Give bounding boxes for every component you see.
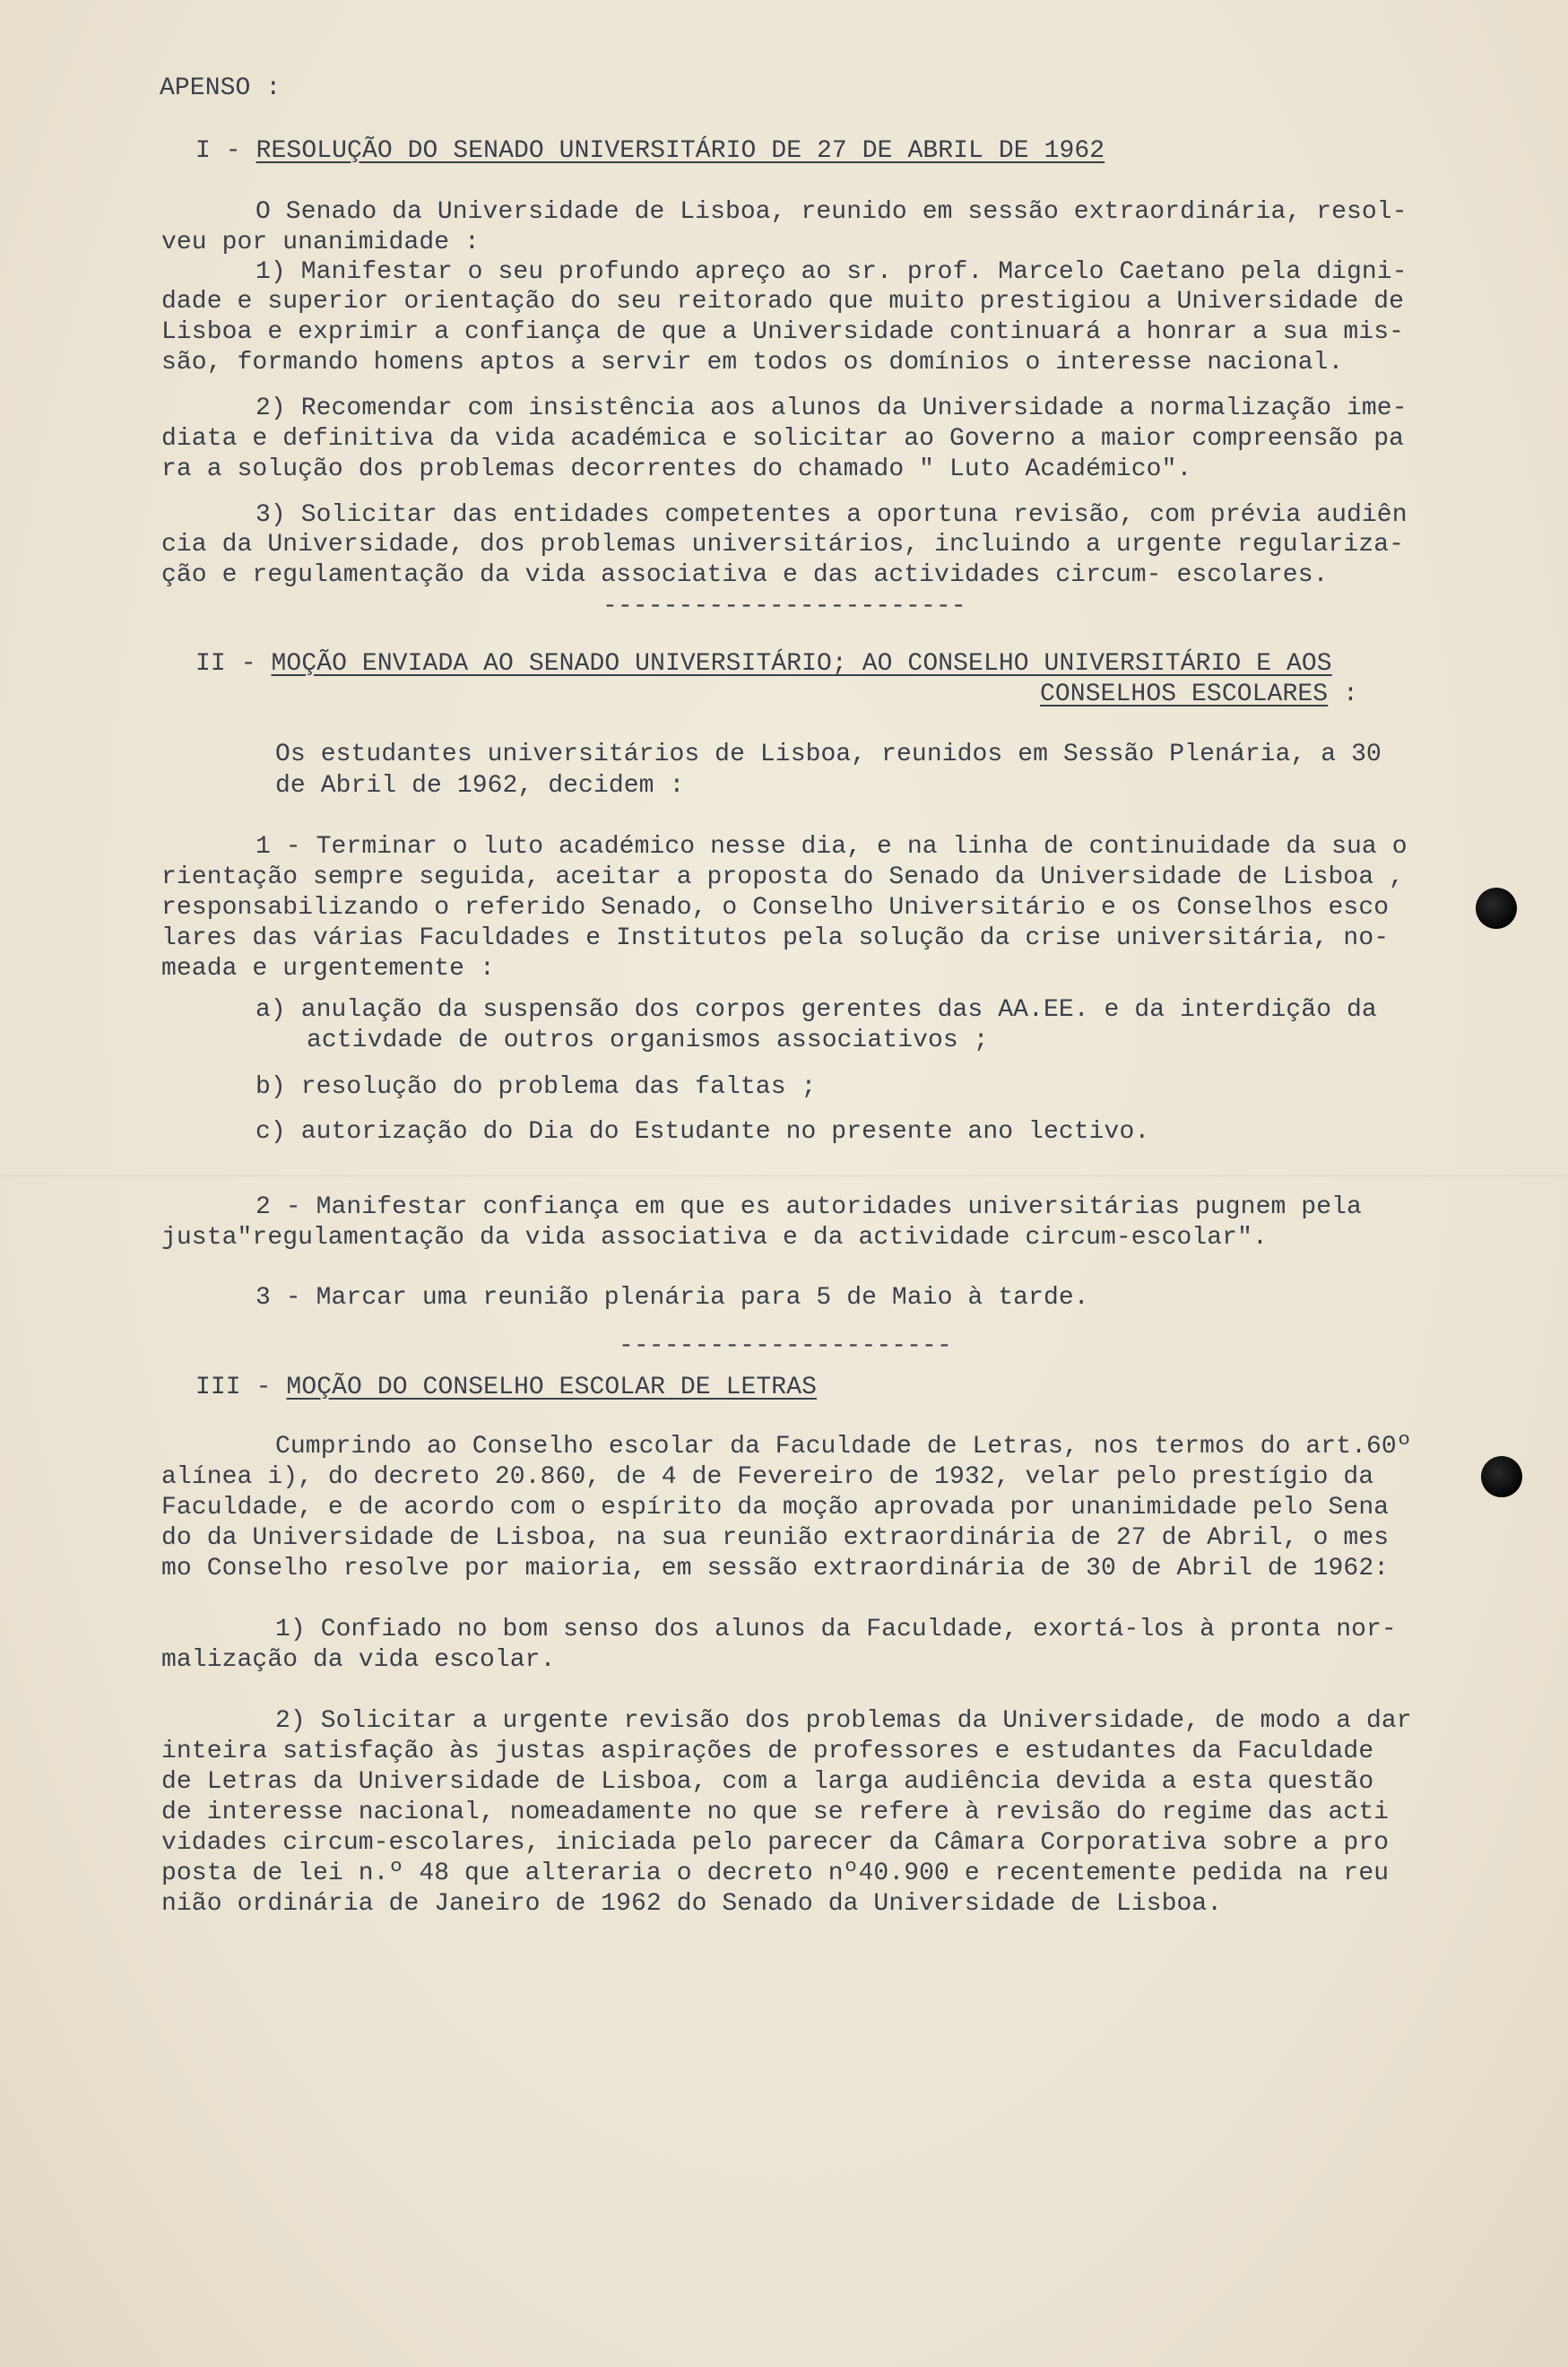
paragraph-line: 1 - Terminar o luto académico nesse dia, e na linha de continuidade da sua o [256, 833, 1408, 861]
paragraph-line: Os estudantes universitários de Lisboa, reunidos em Sessão Plenária, a 30 [275, 741, 1382, 768]
paragraph-line: 3 - Marcar uma reunião plenária para 5 de Maio à tarde. [256, 1284, 1089, 1312]
paragraph-line: de interesse nacional, nomeadamente no que se refere à revisão do regime das acti [161, 1799, 1390, 1826]
paragraph-line: Lisboa e exprimir a confiança de que a Universidade continuará a honrar a sua mis- [161, 318, 1405, 346]
section-separator: ------------------------ [602, 593, 966, 620]
paragraph-line: rientação sempre seguida, aceitar a proposta do Senado da Universidade de Lisboa , [161, 863, 1405, 891]
paragraph-line: justa"regulamentação da vida associativa e da actividade circum-escolar". [161, 1224, 1268, 1252]
paragraph-line: 1) Confiado no bom senso dos alunos da Faculdade, exortá-los à pronta nor- [275, 1616, 1397, 1643]
paragraph-line: cia da Universidade, dos problemas universitários, incluindo a urgente regulariza- [161, 531, 1405, 559]
paragraph-line: 3) Solicitar das entidades competentes a oportuna revisão, com prévia audiên [256, 501, 1408, 529]
paragraph-line: 2 - Manifestar confiança em que es autoridades universitárias pugnem pela [256, 1193, 1362, 1221]
list-item-line: activdade de outros organismos associativos ; [307, 1027, 989, 1054]
section-number: III - [195, 1374, 287, 1401]
section-number: I - [195, 137, 256, 165]
list-item-line: c) autorização do Dia do Estudante no presente ano lectivo. [256, 1118, 1150, 1146]
paragraph-line: ção e regulamentação da vida associativa e das actividades circum- escolares. [161, 561, 1329, 589]
paragraph-line: responsabilizando o referido Senado, o Conselho Universitário e os Conselhos esco [161, 894, 1390, 922]
punch-hole-mark [1481, 1456, 1522, 1497]
section-2-heading-continued [1040, 680, 1358, 710]
paragraph-line: 2) Solicitar a urgente revisão dos problemas da Universidade, de modo a dar [275, 1707, 1412, 1735]
paragraph-line: do da Universidade de Lisboa, na sua reunião extraordinária de 27 de Abril, o mes [161, 1524, 1390, 1552]
paragraph-line: 1) Manifestar o seu profundo apreço ao sr. prof. Marcelo Caetano pela digni- [256, 258, 1408, 286]
paragraph-line: veu por unanimidade : [161, 229, 480, 256]
paragraph-line: O Senado da Universidade de Lisboa, reunido em sessão extraordinária, resol- [256, 198, 1408, 226]
annex-label: APENSO : [160, 74, 282, 102]
paragraph-line: vidades circum-escolares, iniciada pelo parecer da Câmara Corporativa sobre a pro [161, 1829, 1390, 1857]
paragraph-line: lares das várias Faculdades e Institutos pela solução da crise universitária, no- [161, 924, 1390, 952]
paragraph-line: 2) Recomendar com insistência aos alunos da Universidade a normalização ime- [256, 394, 1408, 422]
paragraph-line: inteira satisfação às justas aspirações de professores e estudantes da Faculdade [161, 1738, 1374, 1765]
section-3-heading [195, 1373, 817, 1403]
paragraph-line: ra a solução dos problemas decorrentes do chamado " Luto Académico". [161, 455, 1192, 483]
section-2-heading [195, 649, 1332, 680]
paragraph-line: diata e definitiva da vida académica e solicitar ao Governo a maior compreensão pa [161, 425, 1405, 453]
punch-hole-mark [1476, 888, 1517, 929]
list-item-line: a) anulação da suspensão dos corpos gerentes das AA.EE. e da interdição da [256, 996, 1377, 1024]
section-title: RESOLUÇÃO DO SENADO UNIVERSITÁRIO DE 27 DE ABRIL DE 1962 [256, 137, 1105, 165]
paragraph-line: dade e superior orientação do seu reitorado que muito prestigiou a Universidade de [161, 288, 1405, 316]
section-number: II - [195, 650, 272, 678]
section-1-heading [195, 136, 1105, 167]
paragraph-line: de Letras da Universidade de Lisboa, com a larga audiência devida a esta questão [161, 1768, 1374, 1796]
paragraph-line: Faculdade, e de acordo com o espírito da moção aprovada por unanimidade pelo Sena [161, 1494, 1390, 1522]
section-title: MOÇÃO DO CONSELHO ESCOLAR DE LETRAS [286, 1374, 818, 1401]
paragraph-line: alínea i), do decreto 20.860, de 4 de Fevereiro de 1932, velar pelo prestígio da [161, 1463, 1374, 1491]
heading-colon: : [1328, 681, 1358, 708]
paper-fold [0, 1175, 1568, 1177]
paragraph-line: nião ordinária de Janeiro de 1962 do Senado da Universidade de Lisboa. [161, 1890, 1223, 1918]
paragraph-line: de Abril de 1962, decidem : [275, 772, 685, 800]
section-title-continued: CONSELHOS ESCOLARES [1040, 681, 1329, 708]
paragraph-line: são, formando homens aptos a servir em todos os domínios o interesse nacional. [161, 349, 1344, 377]
paragraph-line: mo Conselho resolve por maioria, em sessão extraordinária de 30 de Abril de 1962: [161, 1555, 1390, 1582]
paragraph-line: malização da vida escolar. [161, 1646, 556, 1674]
paragraph-line: posta de lei n.º 48 que alteraria o decreto nº40.900 e recentemente pedida na reu [161, 1860, 1390, 1887]
section-separator: ---------------------- [619, 1332, 952, 1360]
paragraph-line: Cumprindo ao Conselho escolar da Faculdade de Letras, nos termos do art.60º [275, 1433, 1412, 1461]
section-title: MOÇÃO ENVIADA AO SENADO UNIVERSITÁRIO; AO CONSELHO UNIVERSITÁRIO E AOS [271, 650, 1332, 678]
list-item-line: b) resolução do problema das faltas ; [256, 1073, 817, 1101]
paragraph-line: meada e urgentemente : [161, 955, 495, 983]
